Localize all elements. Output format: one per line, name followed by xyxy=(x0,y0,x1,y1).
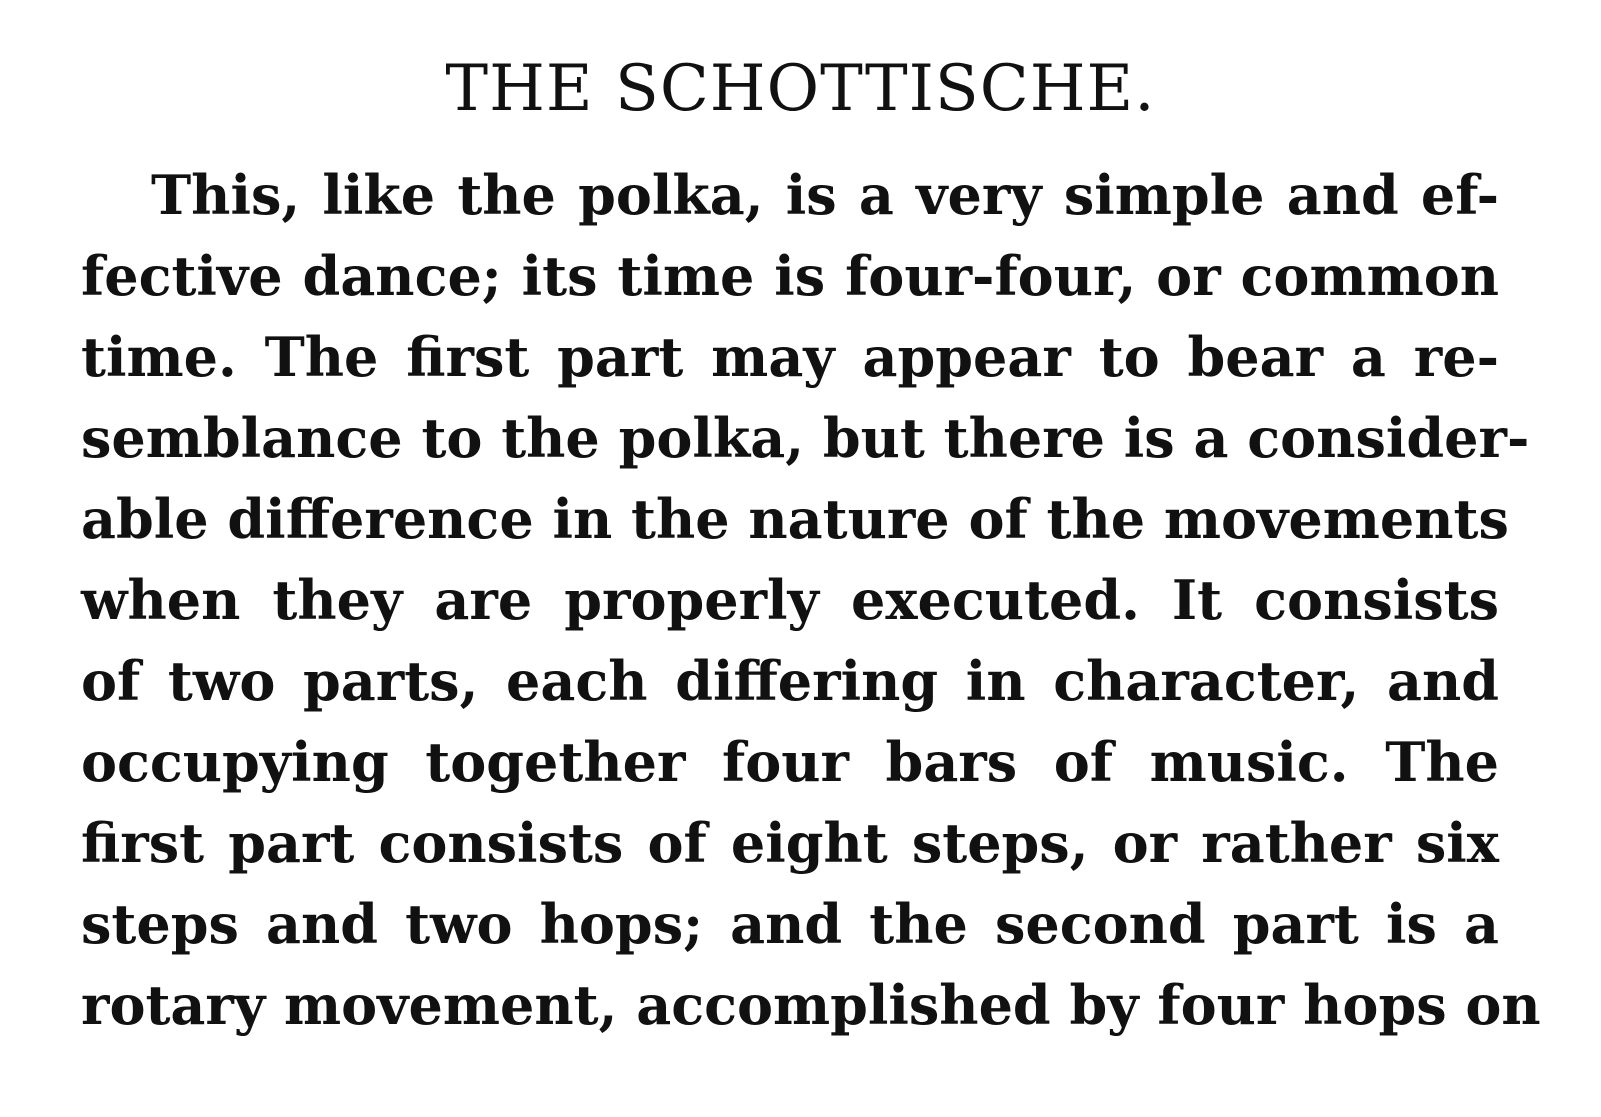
text-line: first part consists of eight steps, or rather six xyxy=(81,811,1499,875)
page-title: THE SCHOTTISCHE. xyxy=(445,52,1156,126)
text-line: rotary movement, accomplished by four hops on xyxy=(81,973,1541,1037)
text-line: This, like the polka, is a very simple and ef- xyxy=(151,163,1499,227)
text-line: of two parts, each differing in character, and xyxy=(81,649,1499,713)
body-paragraph xyxy=(81,155,1541,1046)
text-line: occupying together four bars of music. The xyxy=(81,730,1499,794)
text-line: able difference in the nature of the movements xyxy=(81,487,1509,551)
text-line: steps and two hops; and the second part is a xyxy=(81,892,1499,956)
text-line: when they are properly executed. It consists xyxy=(81,568,1499,632)
text-line: semblance to the polka, but there is a consider- xyxy=(81,406,1530,470)
text-line: time. The first part may appear to bear a re- xyxy=(81,325,1499,389)
text-line: fective dance; its time is four-four, or common xyxy=(81,244,1499,308)
